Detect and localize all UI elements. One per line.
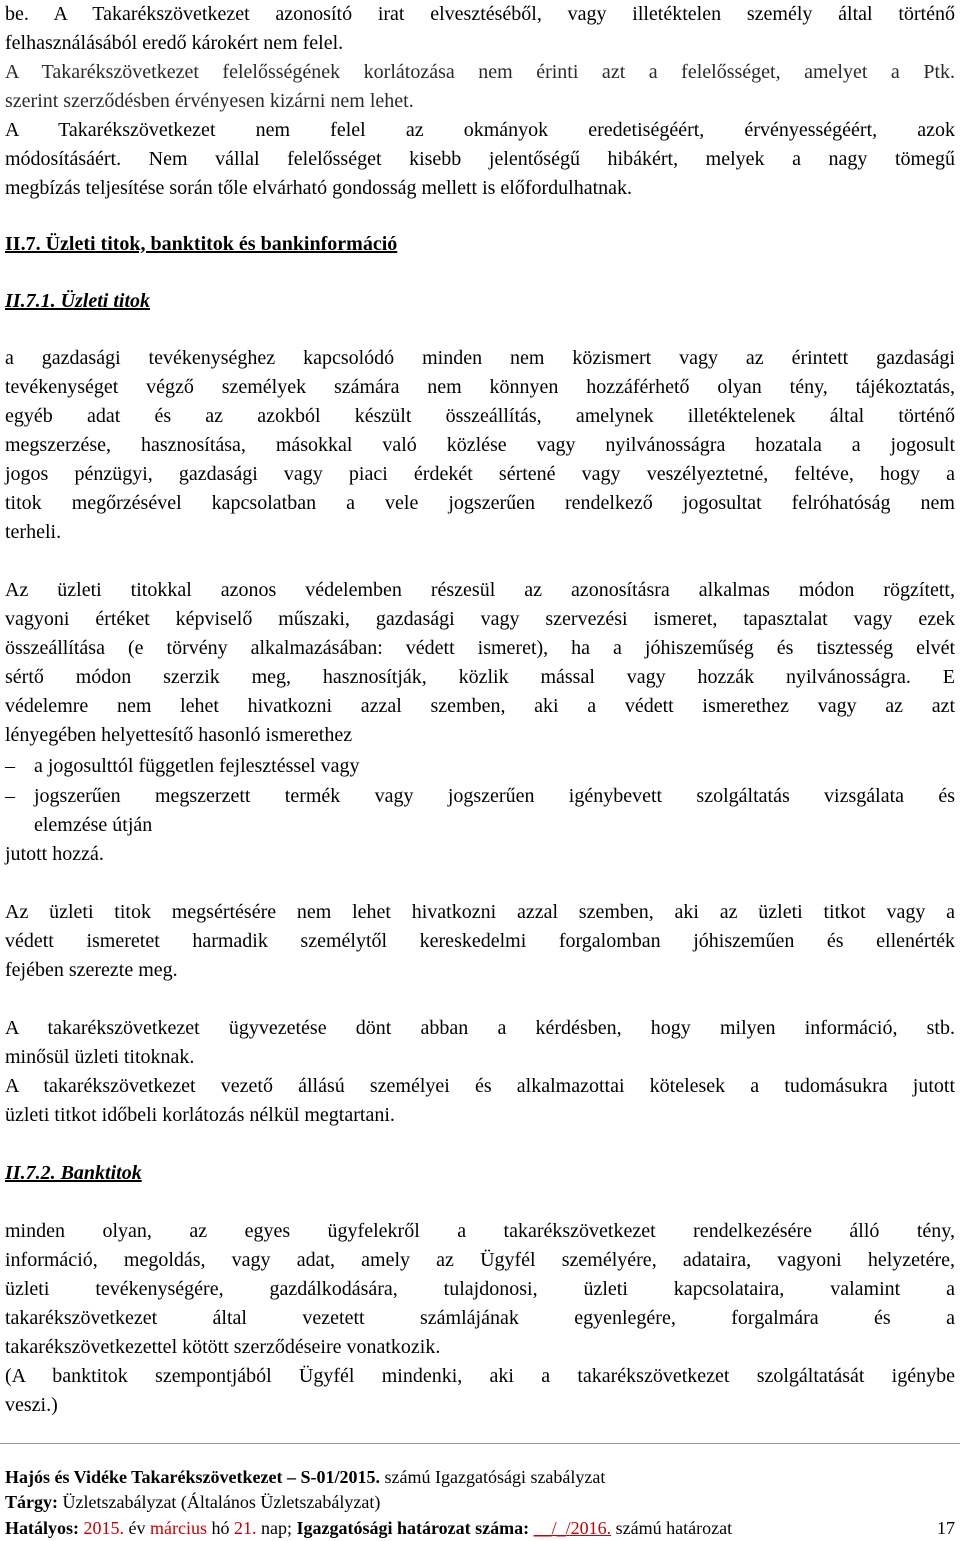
paragraph-line: jogos pénzügyi, gazdasági vagy piaci érdekét sértené vagy veszélyeztetné, feltéve, hogy a bbox=[5, 463, 955, 485]
page-number: 17 bbox=[937, 1518, 955, 1538]
footer-resolution-label: Igazgatósági határozat száma: bbox=[296, 1518, 530, 1538]
footer-effective-year: 2015. bbox=[79, 1518, 124, 1538]
section-heading: II.7. Üzleti titok, banktitok és bankinformáció bbox=[5, 233, 398, 255]
footer-org-rest: számú Igazgatósági szabályzat bbox=[380, 1467, 606, 1487]
footer-effective-day: 21. bbox=[233, 1518, 257, 1538]
intro-line: A Takarékszövetkezet nem felel az okmányok eredetiségéért, érvényességéért, azok bbox=[5, 119, 955, 141]
paragraph-line: minősül üzleti titoknak. bbox=[5, 1046, 195, 1068]
dash-item-text: elemzése útján bbox=[34, 814, 153, 836]
paragraph-line: egyéb adat és az azokból készült összeállítás, amelynek illetéktelenek által történő bbox=[5, 405, 955, 427]
footer-effective-month: március bbox=[150, 1518, 207, 1538]
footer-subject-line bbox=[5, 1490, 955, 1514]
paragraph-line: megszerzése, hasznosítása, másokkal való közlése vagy nyilvánosságra hozatala a jogosult bbox=[5, 434, 955, 456]
dash-item-text: jogszerűen megszerzett termék vagy jogszerűen igénybevett szolgáltatás vizsgálata és bbox=[34, 785, 955, 807]
footer-resolution-suffix: számú határozat bbox=[611, 1518, 733, 1538]
paragraph-line: tevékenységet végző személyek számára nem könnyen hozzáférhető olyan tény, tájékoztatás, bbox=[5, 376, 955, 398]
intro-line: megbízás teljesítése során tőle elvárható gondosság mellett is előfordulhatnak. bbox=[5, 177, 633, 199]
paragraph-line: takarékszövetkezettel kötött szerződéseire vonatkozik. bbox=[5, 1336, 441, 1358]
dash-bullet: – bbox=[5, 755, 15, 777]
paragraph-line: Az üzleti titok megsértésére nem lehet hivatkozni azzal szemben, aki az üzleti titkot vagy a bbox=[5, 901, 955, 923]
footer-resolution-number: __/_/2016. bbox=[533, 1518, 612, 1538]
paragraph-line: védett ismeretet harmadik személytől kereskedelmi forgalomban jóhiszeműen és ellenérték bbox=[5, 930, 955, 952]
paragraph-line: sértő módon szerzik meg, hasznosítják, közlik mással vagy hozzák nyilvánosságra. E bbox=[5, 666, 955, 688]
dash-item-text: a jogosulttól független fejlesztéssel vagy bbox=[34, 755, 360, 777]
footer-effective-ev: év bbox=[124, 1518, 150, 1538]
dash-bullet: – bbox=[5, 785, 15, 807]
paragraph-line: takarékszövetkezet által vezetett számlájának egyenlegére, forgalmára és a bbox=[5, 1307, 955, 1329]
subsection-heading-banktitok: II.7.2. Banktitok bbox=[5, 1162, 142, 1184]
paragraph-line: (A banktitok szempontjából Ügyfél mindenki, aki a takarékszövetkezet szolgáltatását igénybe bbox=[5, 1365, 955, 1387]
paragraph-line: védelemre nem lehet hivatkozni azzal szemben, aki a védett ismerethez vagy az azt bbox=[5, 695, 955, 717]
footer-effective-nap: nap; bbox=[256, 1518, 297, 1538]
intro-line: felhasználásából eredő károkért nem felel. bbox=[5, 32, 344, 54]
footer-subject-value: Üzletszabályzat (Általános Üzletszabályzat) bbox=[58, 1492, 381, 1512]
intro-line: be. A Takarékszövetkezet azonosító irat elvesztéséből, vagy illetéktelen személy által történő bbox=[5, 3, 955, 25]
intro-line: A Takarékszövetkezet felelősségének korlátozása nem érinti azt a felelősséget, amelyet a Ptk. bbox=[5, 61, 955, 83]
paragraph-line: veszi.) bbox=[5, 1394, 58, 1416]
paragraph-line: üzleti tevékenységére, gazdálkodására, tulajdonosi, üzleti kapcsolataira, valamint a bbox=[5, 1278, 955, 1300]
footer-divider bbox=[0, 1443, 960, 1444]
paragraph-line: információ, megoldás, vagy adat, amely az Ügyfél személyére, adataira, vagyoni helyzetére, bbox=[5, 1249, 955, 1271]
paragraph-line: A takarékszövetkezet ügyvezetése dönt abban a kérdésben, hogy milyen információ, stb. bbox=[5, 1017, 955, 1039]
footer-org-line bbox=[5, 1465, 955, 1489]
paragraph-line: vagyoni értéket képviselő műszaki, gazdasági vagy szervezési ismeret, tapasztalat vagy ezek bbox=[5, 608, 955, 630]
paragraph-line: Az üzleti titokkal azonos védelemben részesül az azonosításra alkalmas módon rögzített, bbox=[5, 579, 955, 601]
footer-effective-line bbox=[5, 1516, 955, 1540]
footer-effective-ho: hó bbox=[206, 1518, 234, 1538]
paragraph-line: jutott hozzá. bbox=[5, 843, 104, 865]
intro-line: szerint szerződésben érvényesen kizárni nem lehet. bbox=[5, 90, 414, 112]
intro-line: módosításáért. Nem vállal felelősséget kisebb jelentőségű hibákért, melyek a nagy tömegű bbox=[5, 148, 955, 170]
paragraph-line: A takarékszövetkezet vezető állású személyei és alkalmazottai kötelesek a tudomásukra jutott bbox=[5, 1075, 955, 1097]
paragraph-line: titok megőrzésével kapcsolatban a vele jogszerűen rendelkező jogosultat felróhatóság nem bbox=[5, 492, 955, 514]
paragraph-line: összeállítása (e törvény alkalmazásában: védett ismeret), ha a jóhiszeműség és tisztesség elvét bbox=[5, 637, 955, 659]
paragraph-line: fejében szerezte meg. bbox=[5, 959, 178, 981]
footer-effective-label: Hatályos: bbox=[5, 1518, 79, 1538]
paragraph-line: terheli. bbox=[5, 521, 62, 543]
subsection-heading-uzleti-titok: II.7.1. Üzleti titok bbox=[5, 290, 151, 312]
footer-subject-label: Tárgy: bbox=[5, 1492, 58, 1512]
paragraph-line: lényegében helyettesítő hasonló ismerethez bbox=[5, 724, 353, 746]
paragraph-line: minden olyan, az egyes ügyfelekről a takarékszövetkezet rendelkezésére álló tény, bbox=[5, 1220, 955, 1242]
paragraph-line: a gazdasági tevékenységhez kapcsolódó minden nem közismert vagy az érintett gazdasági bbox=[5, 347, 955, 369]
footer-org-name: Hajós és Vidéke Takarékszövetkezet – S-01/2015. bbox=[5, 1467, 380, 1487]
paragraph-line: üzleti titkot időbeli korlátozás nélkül megtartani. bbox=[5, 1104, 395, 1126]
